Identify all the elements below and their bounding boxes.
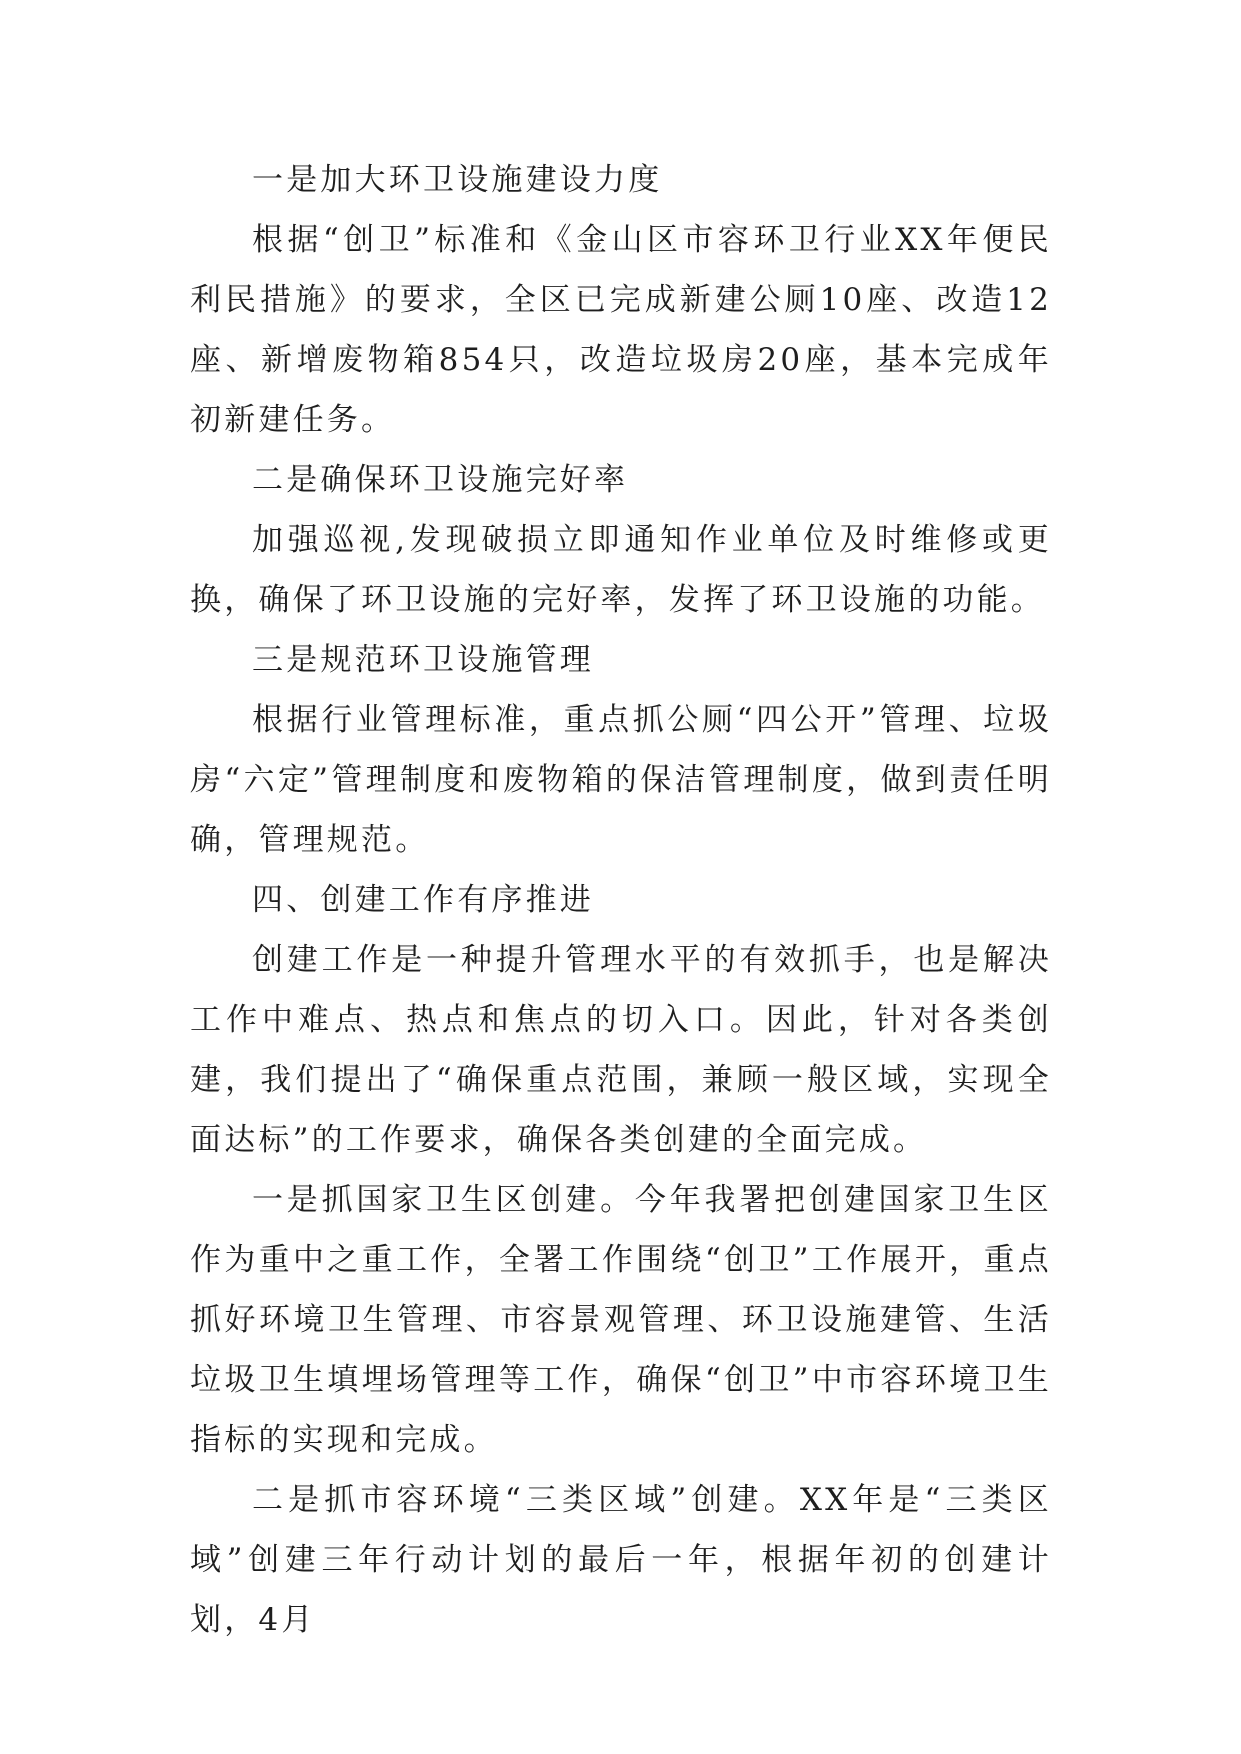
heading-creation-work: 四、创建工作有序推进	[252, 882, 594, 918]
paragraph-creation-work: 创建工作是一种提升管理水平的有效抓手，也是解决工作中难点、热点和焦点的切入口。因此，针对各类创建，我们提出了“确保重点范围，兼顾一般区域，实现全面达标”的工作要求，确保各类创建的全面完成。	[190, 942, 1052, 1158]
heading-facility-intact-rate: 二是确保环卫设施完好率	[252, 462, 629, 498]
paragraph-three-area-creation: 二是抓市容环境“三类区域”创建。XX年是“三类区域”创建三年行动计划的最后一年，根据年初的创建计划，4月	[190, 1482, 1052, 1638]
heading-facility-construction: 一是加大环卫设施建设力度	[252, 162, 663, 198]
paragraph-facility-intact-rate: 加强巡视,发现破损立即通知作业单位及时维修或更换，确保了环卫设施的完好率，发挥了环卫设施的功能。	[190, 522, 1052, 618]
heading-facility-management: 三是规范环卫设施管理	[252, 642, 594, 678]
paragraph-facility-management: 根据行业管理标准，重点抓公厕“四公开”管理、垃圾房“六定”管理制度和废物箱的保洁管理制度，做到责任明确，管理规范。	[190, 702, 1052, 858]
paragraph-facility-construction: 根据“创卫”标准和《金山区市容环卫行业XX年便民利民措施》的要求，全区已完成新建公厕10座、改造12座、新增废物箱854只，改造垃圾房20座，基本完成年初新建任务。	[190, 222, 1052, 438]
paragraph-national-health-district: 一是抓国家卫生区创建。今年我署把创建国家卫生区作为重中之重工作，全署工作围绕“创卫”工作展开，重点抓好环境卫生管理、市容景观管理、环卫设施建管、生活垃圾卫生填埋场管理等工作，确保“创卫”中市容环境卫生指标的实现和完成。	[190, 1182, 1052, 1458]
document-body	[190, 150, 1052, 1650]
